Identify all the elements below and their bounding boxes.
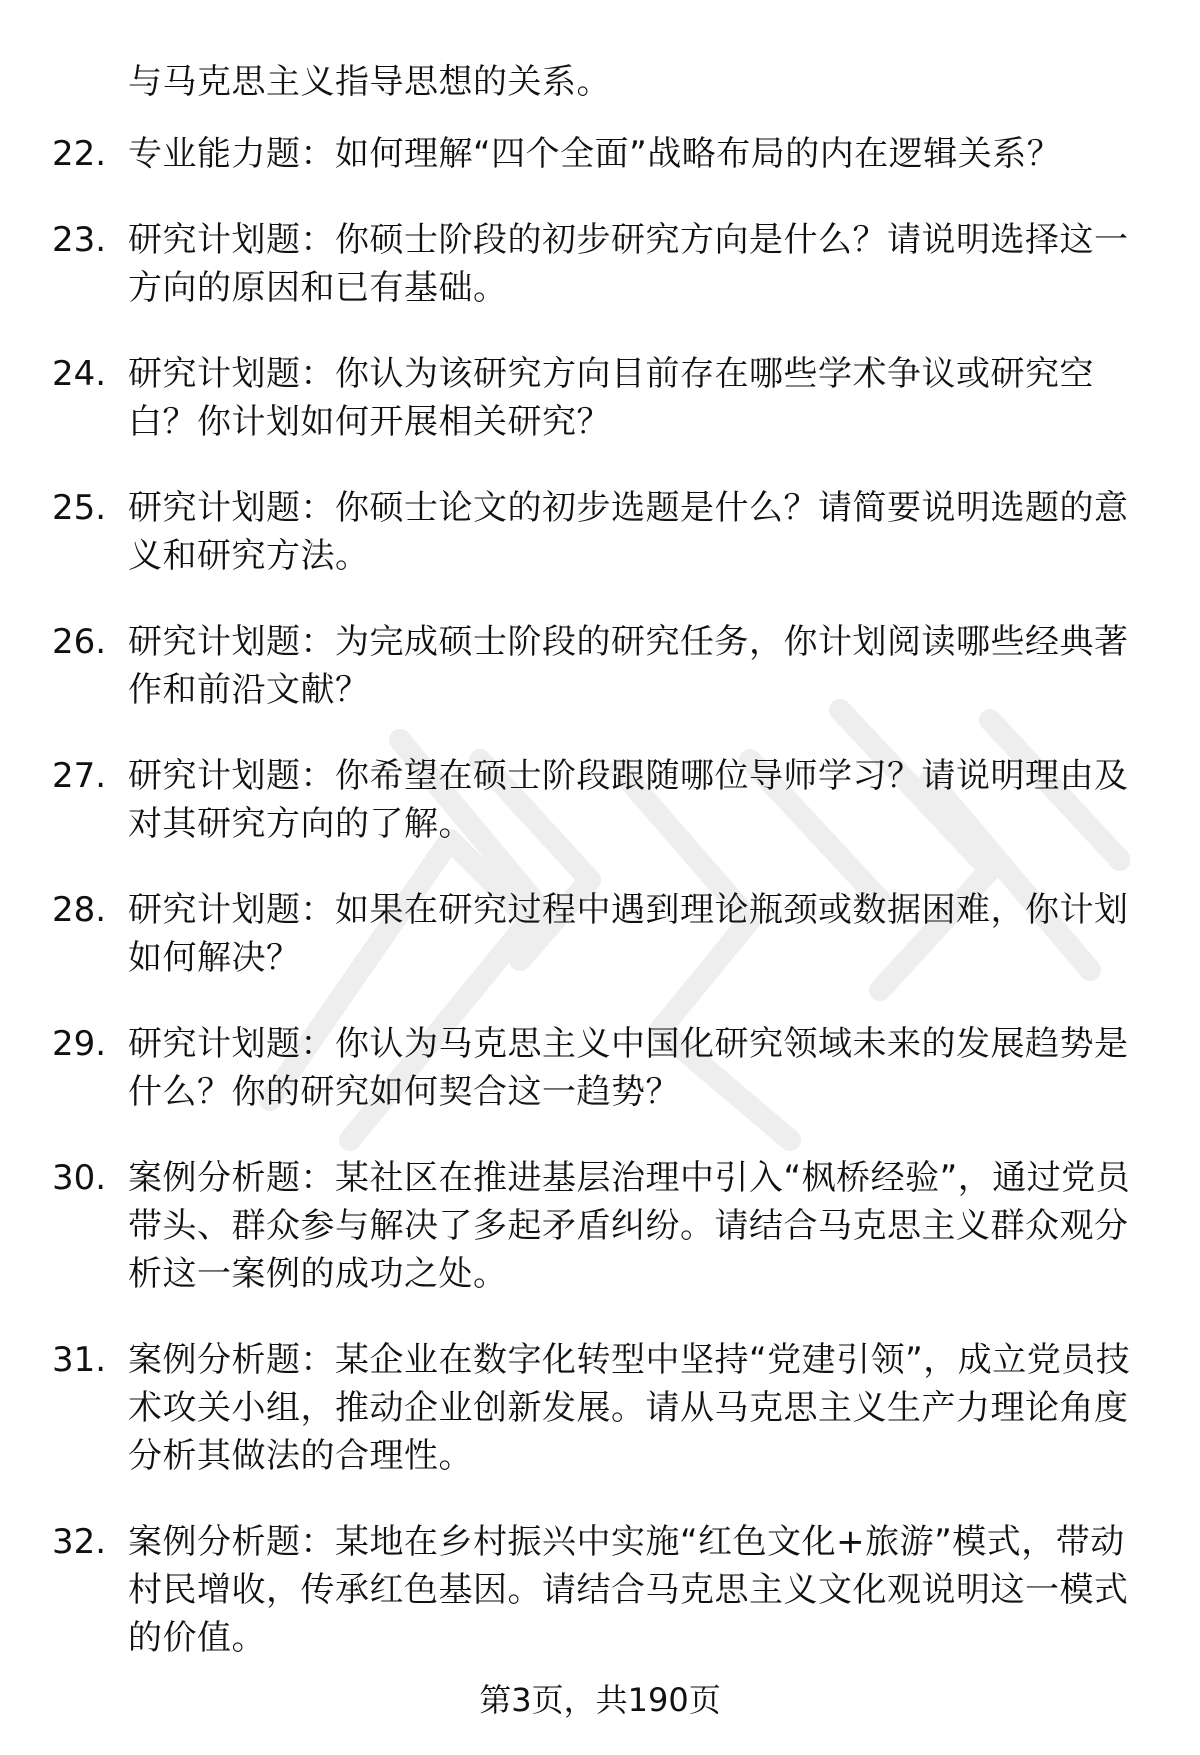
question-item-29: [0, 1020, 1200, 1116]
question-list: [0, 130, 1200, 1700]
question-number: 30.: [52, 1158, 107, 1198]
question-item-22: [0, 130, 1200, 178]
question-number: 28.: [52, 890, 107, 930]
question-text: 研究计划题：你认为马克思主义中国化研究领域未来的发展趋势是什么？你的研究如何契合这一趋势？: [128, 1024, 1129, 1112]
question-text: 研究计划题：你认为该研究方向目前存在哪些学术争议或研究空白？你计划如何开展相关研究？: [128, 354, 1094, 442]
question-item-24: [0, 350, 1200, 446]
question-text: 专业能力题：如何理解“四个全面”战略布局的内在逻辑关系？: [128, 134, 1062, 174]
question-number: 23.: [52, 220, 107, 260]
question-number: 31.: [52, 1340, 107, 1380]
question-item-30: [0, 1154, 1200, 1298]
question-item-31: [0, 1336, 1200, 1480]
question-text: 案例分析题：某企业在数字化转型中坚持“党建引领”，成立党员技术攻关小组，推动企业创新发展。请从马克思主义生产力理论角度分析其做法的合理性。: [128, 1340, 1131, 1476]
question-text: 案例分析题：某地在乡村振兴中实施“红色文化+旅游”模式，带动村民增收，传承红色基因。请结合马克思主义文化观说明这一模式的价值。: [128, 1522, 1129, 1658]
question-text: 研究计划题：你硕士论文的初步选题是什么？请简要说明选题的意义和研究方法。: [128, 488, 1129, 576]
page-footer: 第3页，共190页: [479, 1681, 721, 1719]
question-number: 27.: [52, 756, 107, 796]
question-item-23: [0, 216, 1200, 312]
question-number: 25.: [52, 488, 107, 528]
question-item-32: [0, 1518, 1200, 1662]
question-text: 研究计划题：如果在研究过程中遇到理论瓶颈或数据困难，你计划如何解决？: [128, 890, 1129, 978]
question-number: 24.: [52, 354, 107, 394]
question-number: 32.: [52, 1522, 107, 1562]
question-text: 研究计划题：为完成硕士阶段的研究任务，你计划阅读哪些经典著作和前沿文献？: [128, 622, 1129, 710]
question-item-26: [0, 618, 1200, 714]
continued-question-text: 与马克思主义指导思想的关系。: [128, 62, 611, 102]
question-text: 研究计划题：你硕士阶段的初步研究方向是什么？请说明选择这一方向的原因和已有基础。: [128, 220, 1129, 308]
question-item-27: [0, 752, 1200, 848]
question-item-25: [0, 484, 1200, 580]
question-item-28: [0, 886, 1200, 982]
question-text: 研究计划题：你希望在硕士阶段跟随哪位导师学习？请说明理由及对其研究方向的了解。: [128, 756, 1129, 844]
question-number: 22.: [52, 134, 107, 174]
question-number: 29.: [52, 1024, 107, 1064]
question-number: 26.: [52, 622, 107, 662]
question-text: 案例分析题：某社区在推进基层治理中引入“枫桥经验”，通过党员带头、群众参与解决了多起矛盾纠纷。请结合马克思主义群众观分析这一案例的成功之处。: [128, 1158, 1131, 1294]
